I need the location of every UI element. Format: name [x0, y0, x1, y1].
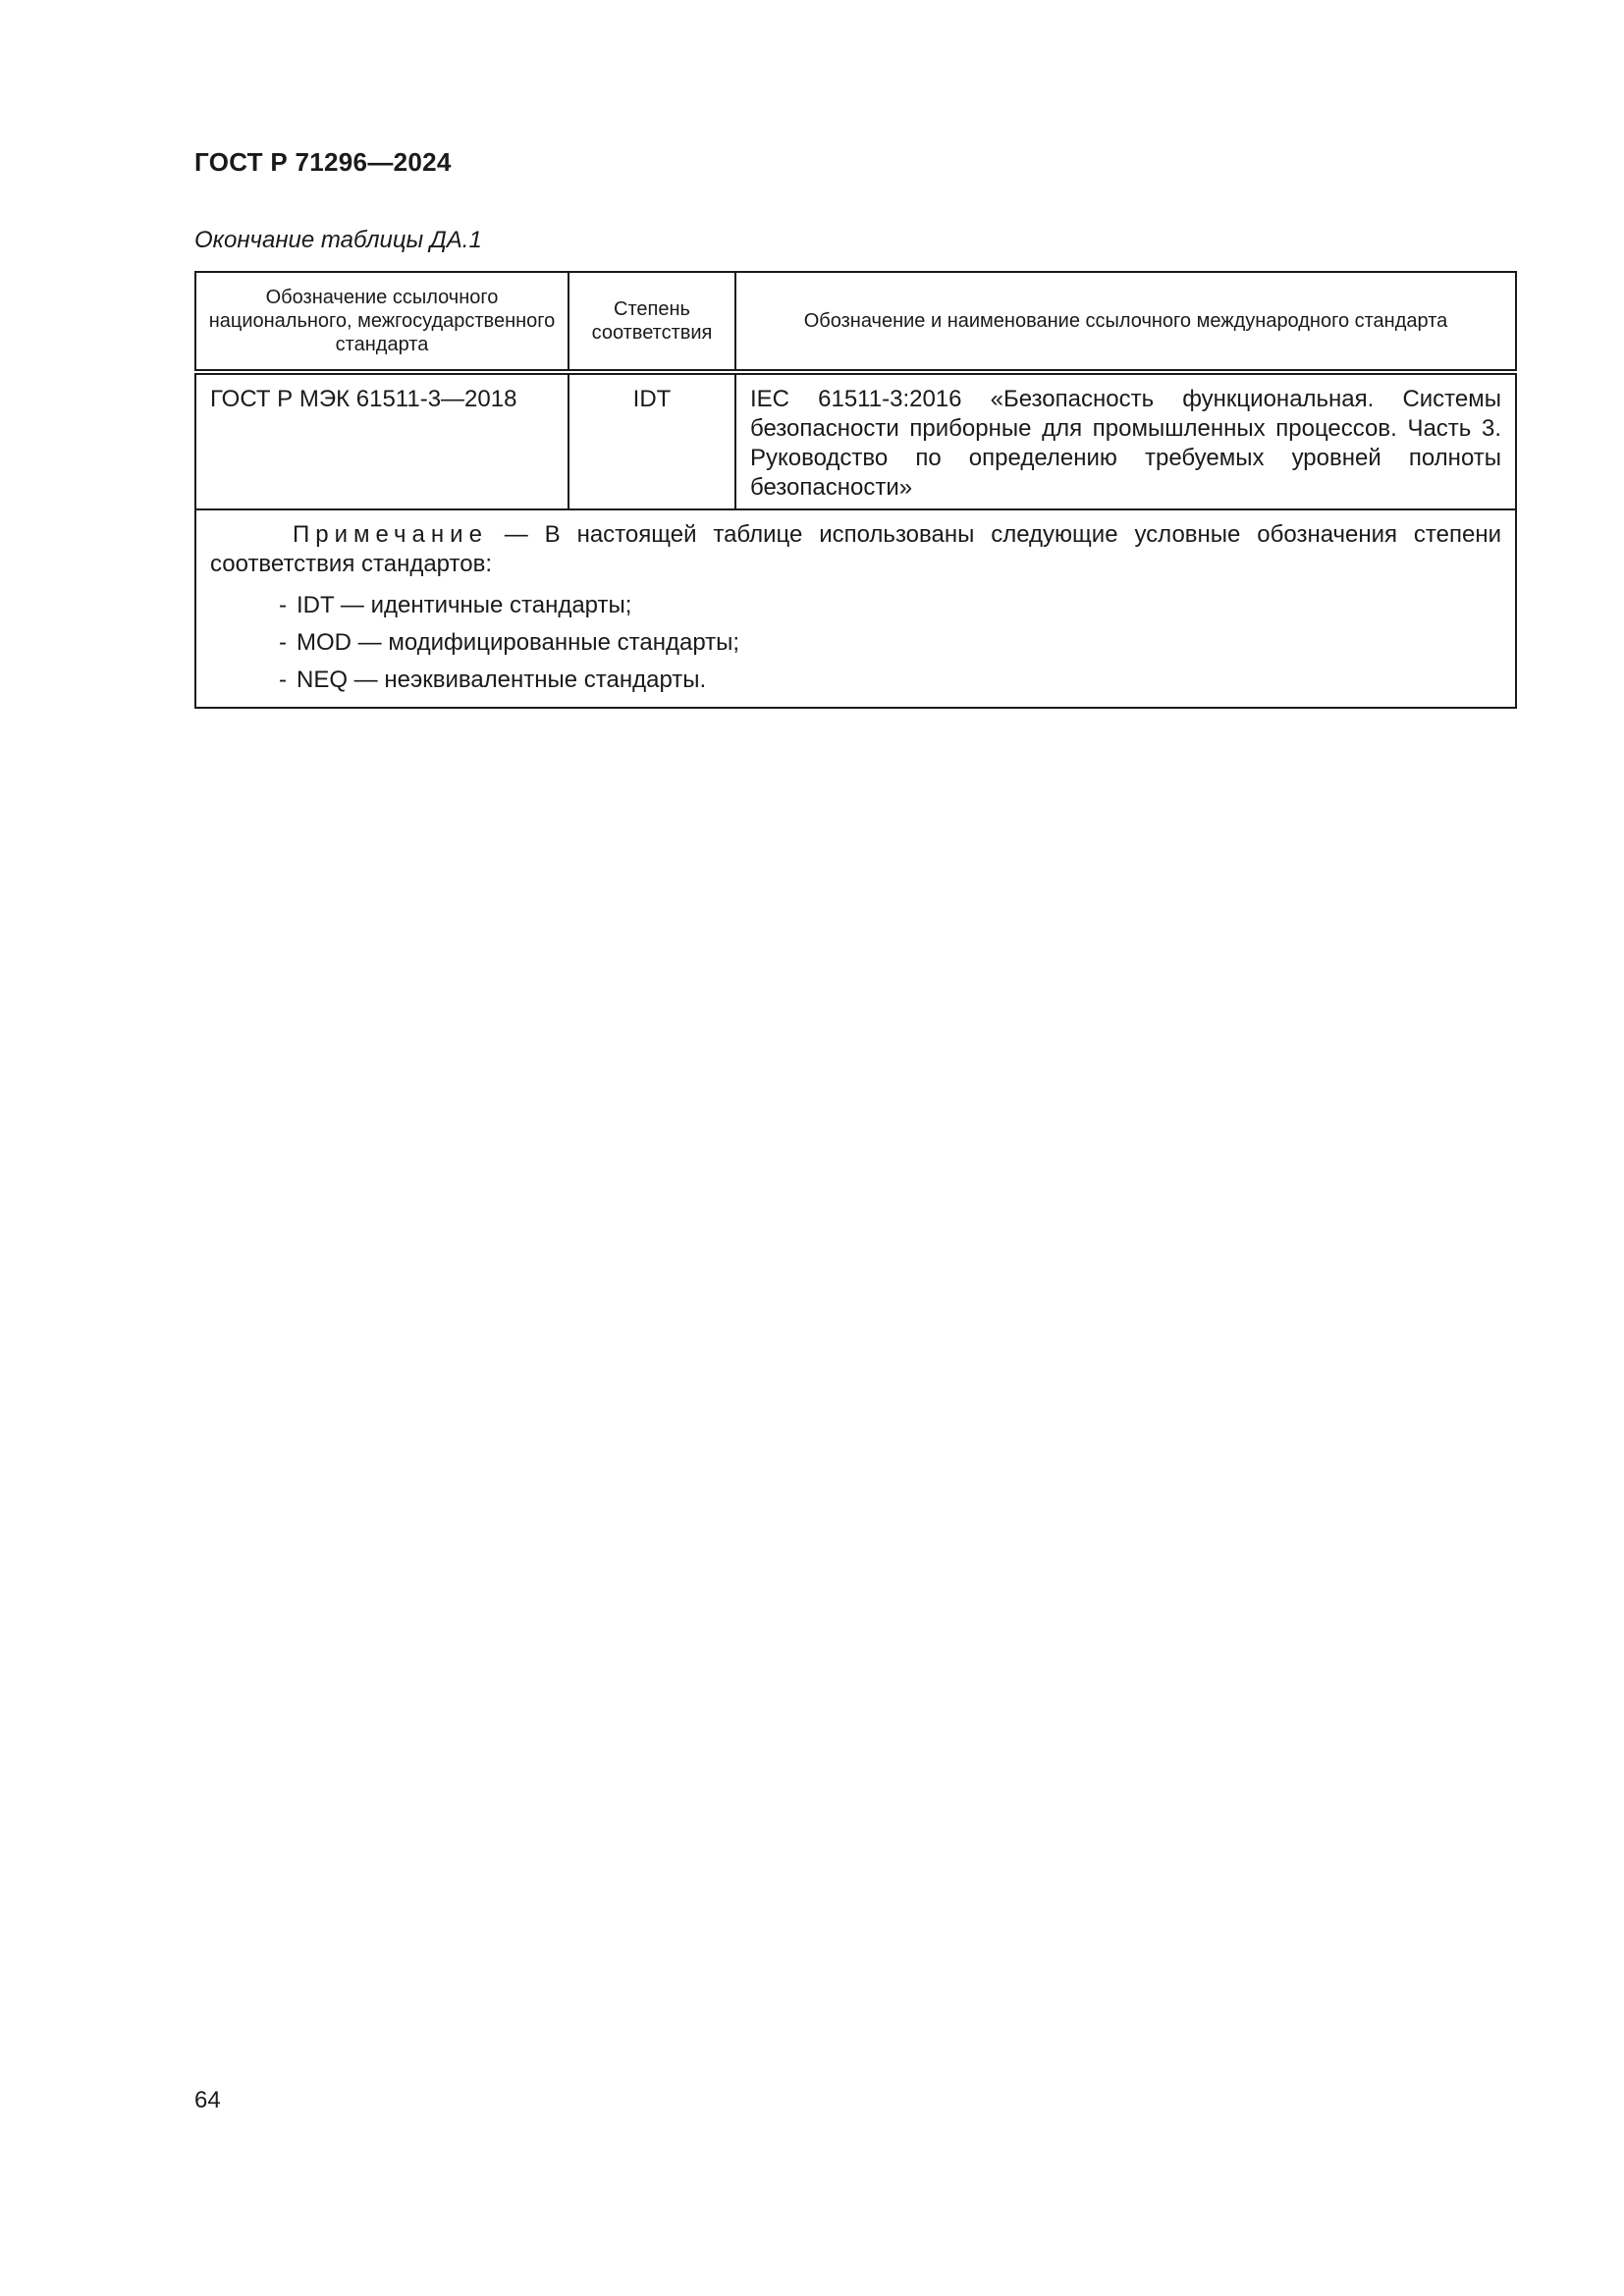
list-item: - NEQ — неэквивалентные стандарты.: [279, 667, 707, 693]
list-item-text: MOD — модифицированные стандарты;: [297, 629, 740, 656]
reference-standards-table: [194, 271, 1517, 709]
table-row: [195, 372, 1516, 509]
note-list: [210, 587, 1501, 699]
list-item-text: IDT — идентичные стандарты;: [297, 592, 632, 618]
table-note: [195, 509, 1516, 708]
cell-degree: IDT: [568, 372, 735, 509]
cell-international-standard: IEC 61511-3:2016 «Безопасность функциональная. Системы безопасности приборные для промышленных процессов. Часть 3. Руководство по определению требуемых уровней полноты безопасности»: [735, 372, 1516, 509]
cell-national-standard: ГОСТ Р МЭК 61511-3—2018: [195, 372, 568, 509]
document-header: ГОСТ Р 71296—2024: [194, 147, 452, 177]
column-header-national: Обозначение ссылочного национального, межгосударственного стандарта: [195, 272, 568, 372]
column-header-degree: Степень соответствия: [568, 272, 735, 372]
list-item: - IDT — идентичные стандарты;: [279, 592, 632, 618]
note-text: — В настоящей таблице использованы следующие условные обозначения степени соответствия стандартов:: [210, 521, 1501, 577]
list-item-text: NEQ — неэквивалентные стандарты.: [297, 667, 707, 693]
note-paragraph: [210, 520, 1501, 579]
list-item: - MOD — модифицированные стандарты;: [279, 629, 740, 656]
note-label: Примечание: [293, 521, 488, 548]
table-header-row: [195, 272, 1516, 372]
table-note-row: [195, 509, 1516, 708]
column-header-international: Обозначение и наименование ссылочного международного стандарта: [735, 272, 1516, 372]
table-caption: Окончание таблицы ДА.1: [194, 227, 482, 253]
page-number: 64: [194, 2087, 221, 2113]
